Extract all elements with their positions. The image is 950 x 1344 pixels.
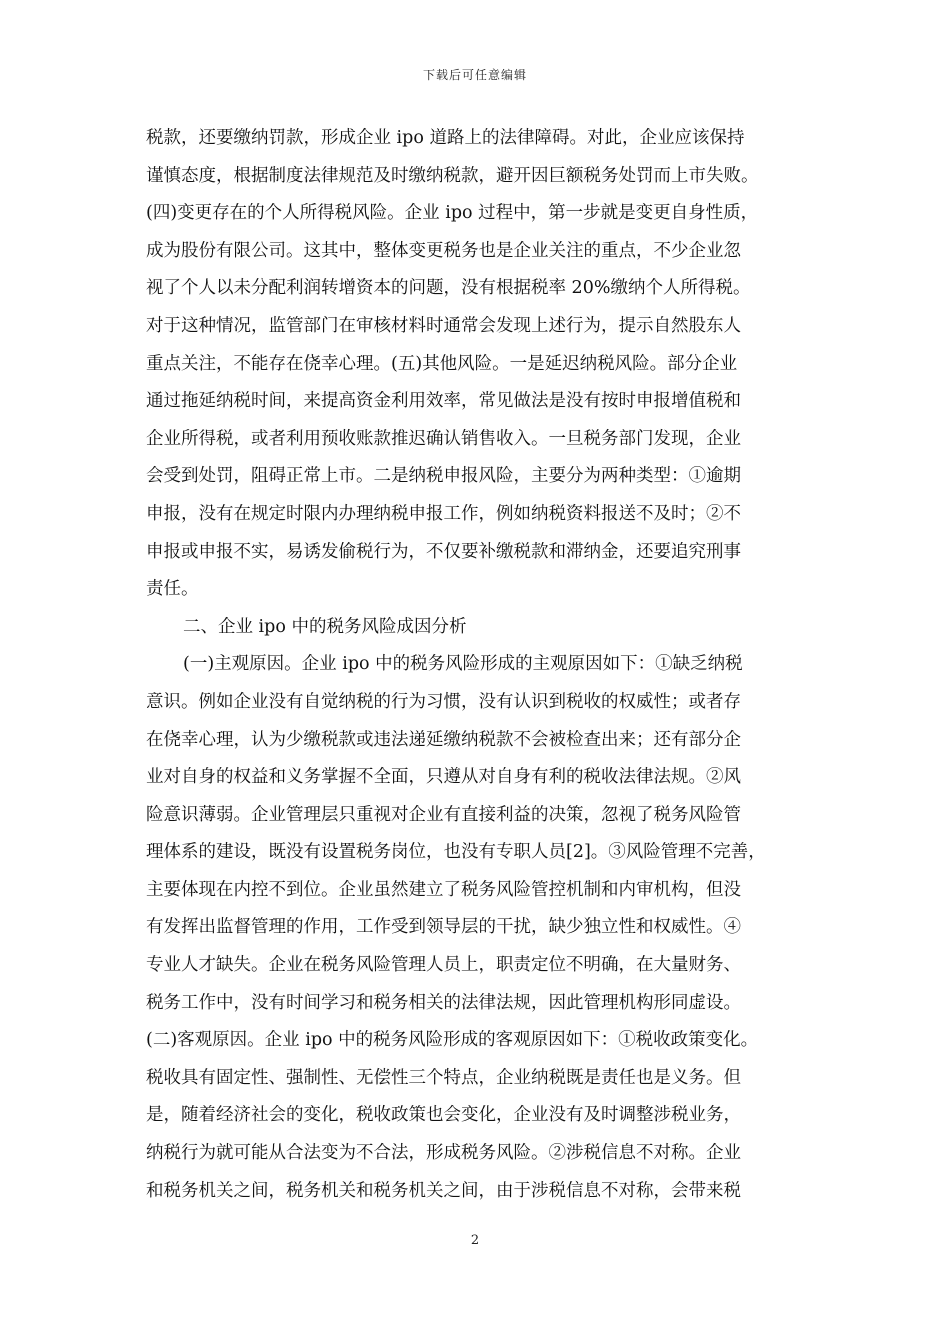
text-line: 专业人才缺失。企业在税务风险管理人员上，职责定位不明确，在大量财务、 <box>146 955 741 976</box>
text-line: 税款，还要缴纳罚款，形成企业 ipo 道路上的法律障碍。对此，企业应该保持 <box>146 128 745 148</box>
text-line: 理体系的建设，既没有设置税务岗位，也没有专职人员[2]。③风险管理不完善， <box>146 842 766 863</box>
text-line: 税收具有固定性、强制性、无偿性三个特点，企业纳税既是责任也是义务。但 <box>146 1067 741 1088</box>
text-line: 业对自身的权益和义务掌握不全面，只遵从对自身有利的税收法律法规。②风 <box>146 767 741 788</box>
text-line: 有发挥出监督管理的作用，工作受到领导层的干扰，缺少独立性和权威性。④ <box>146 917 741 938</box>
text-line: 重点关注，不能存在侥幸心理。(五)其他风险。一是延迟纳税风险。部分企业 <box>146 353 738 374</box>
text-line: 对于这种情况，监管部门在审核材料时通常会发现上述行为，提示自然股东人 <box>146 315 741 336</box>
text-line: 成为股份有限公司。这其中，整体变更税务也是企业关注的重点，不少企业忽 <box>146 240 741 261</box>
section-heading: 二、企业 ipo 中的税务风险成因分析 <box>183 616 467 637</box>
text-line: 申报，没有在规定时限内办理纳税申报工作，例如纳税资料报送不及时；②不 <box>146 503 741 524</box>
text-line: (二)客观原因。企业 ipo 中的税务风险形成的客观原因如下：①税收政策变化。 <box>146 1030 759 1051</box>
text-line: 险意识薄弱。企业管理层只重视对企业有直接利益的决策，忽视了税务风险管 <box>146 804 741 825</box>
text-line: (一)主观原因。企业 ipo 中的税务风险形成的主观原因如下：①缺乏纳税 <box>183 654 743 675</box>
text-line: 是，随着经济社会的变化，税收政策也会变化，企业没有及时调整涉税业务， <box>146 1105 741 1126</box>
text-line: 和税务机关之间，税务机关和税务机关之间，由于涉税信息不对称，会带来税 <box>146 1180 741 1201</box>
text-line: 纳税行为就可能从合法变为不合法，形成税务风险。②涉税信息不对称。企业 <box>146 1143 741 1164</box>
text-line: 视了个人以未分配利润转增资本的问题，没有根据税率 20%缴纳个人所得税。 <box>146 278 751 299</box>
page-header: 下载后可任意编辑 <box>422 68 527 82</box>
text-line: 主要体现在内控不到位。企业虽然建立了税务风险管控机制和内审机构，但没 <box>146 879 741 900</box>
text-line: 通过拖延纳税时间，来提高资金利用效率，常见做法是没有按时申报增值税和 <box>146 391 741 412</box>
text-line: 会受到处罚，阻碍正常上市。二是纳税申报风险，主要分为两种类型：①逾期 <box>146 466 741 487</box>
document-body <box>146 120 806 1210</box>
page-number: 2 <box>470 1233 480 1248</box>
text-line: 企业所得税，或者利用预收账款推迟确认销售收入。一旦税务部门发现，企业 <box>146 428 741 449</box>
text-line: 税务工作中，没有时间学习和税务相关的法律法规，因此管理机构形同虚设。 <box>146 992 741 1013</box>
text-line: (四)变更存在的个人所得税风险。企业 ipo 过程中，第一步就是变更自身性质， <box>146 203 759 224</box>
text-line: 申报或申报不实，易诱发偷税行为，不仅要补缴税款和滞纳金，还要追究刑事 <box>146 541 741 562</box>
text-line: 在侥幸心理，认为少缴税款或违法递延缴纳税款不会被检查出来；还有部分企 <box>146 729 741 750</box>
text-line: 责任。 <box>146 579 199 600</box>
text-line: 意识。例如企业没有自觉纳税的行为习惯，没有认识到税收的权威性；或者存 <box>146 691 741 712</box>
text-line: 谨慎态度，根据制度法律规范及时缴纳税款，避开因巨额税务处罚而上市失败。 <box>146 165 759 186</box>
